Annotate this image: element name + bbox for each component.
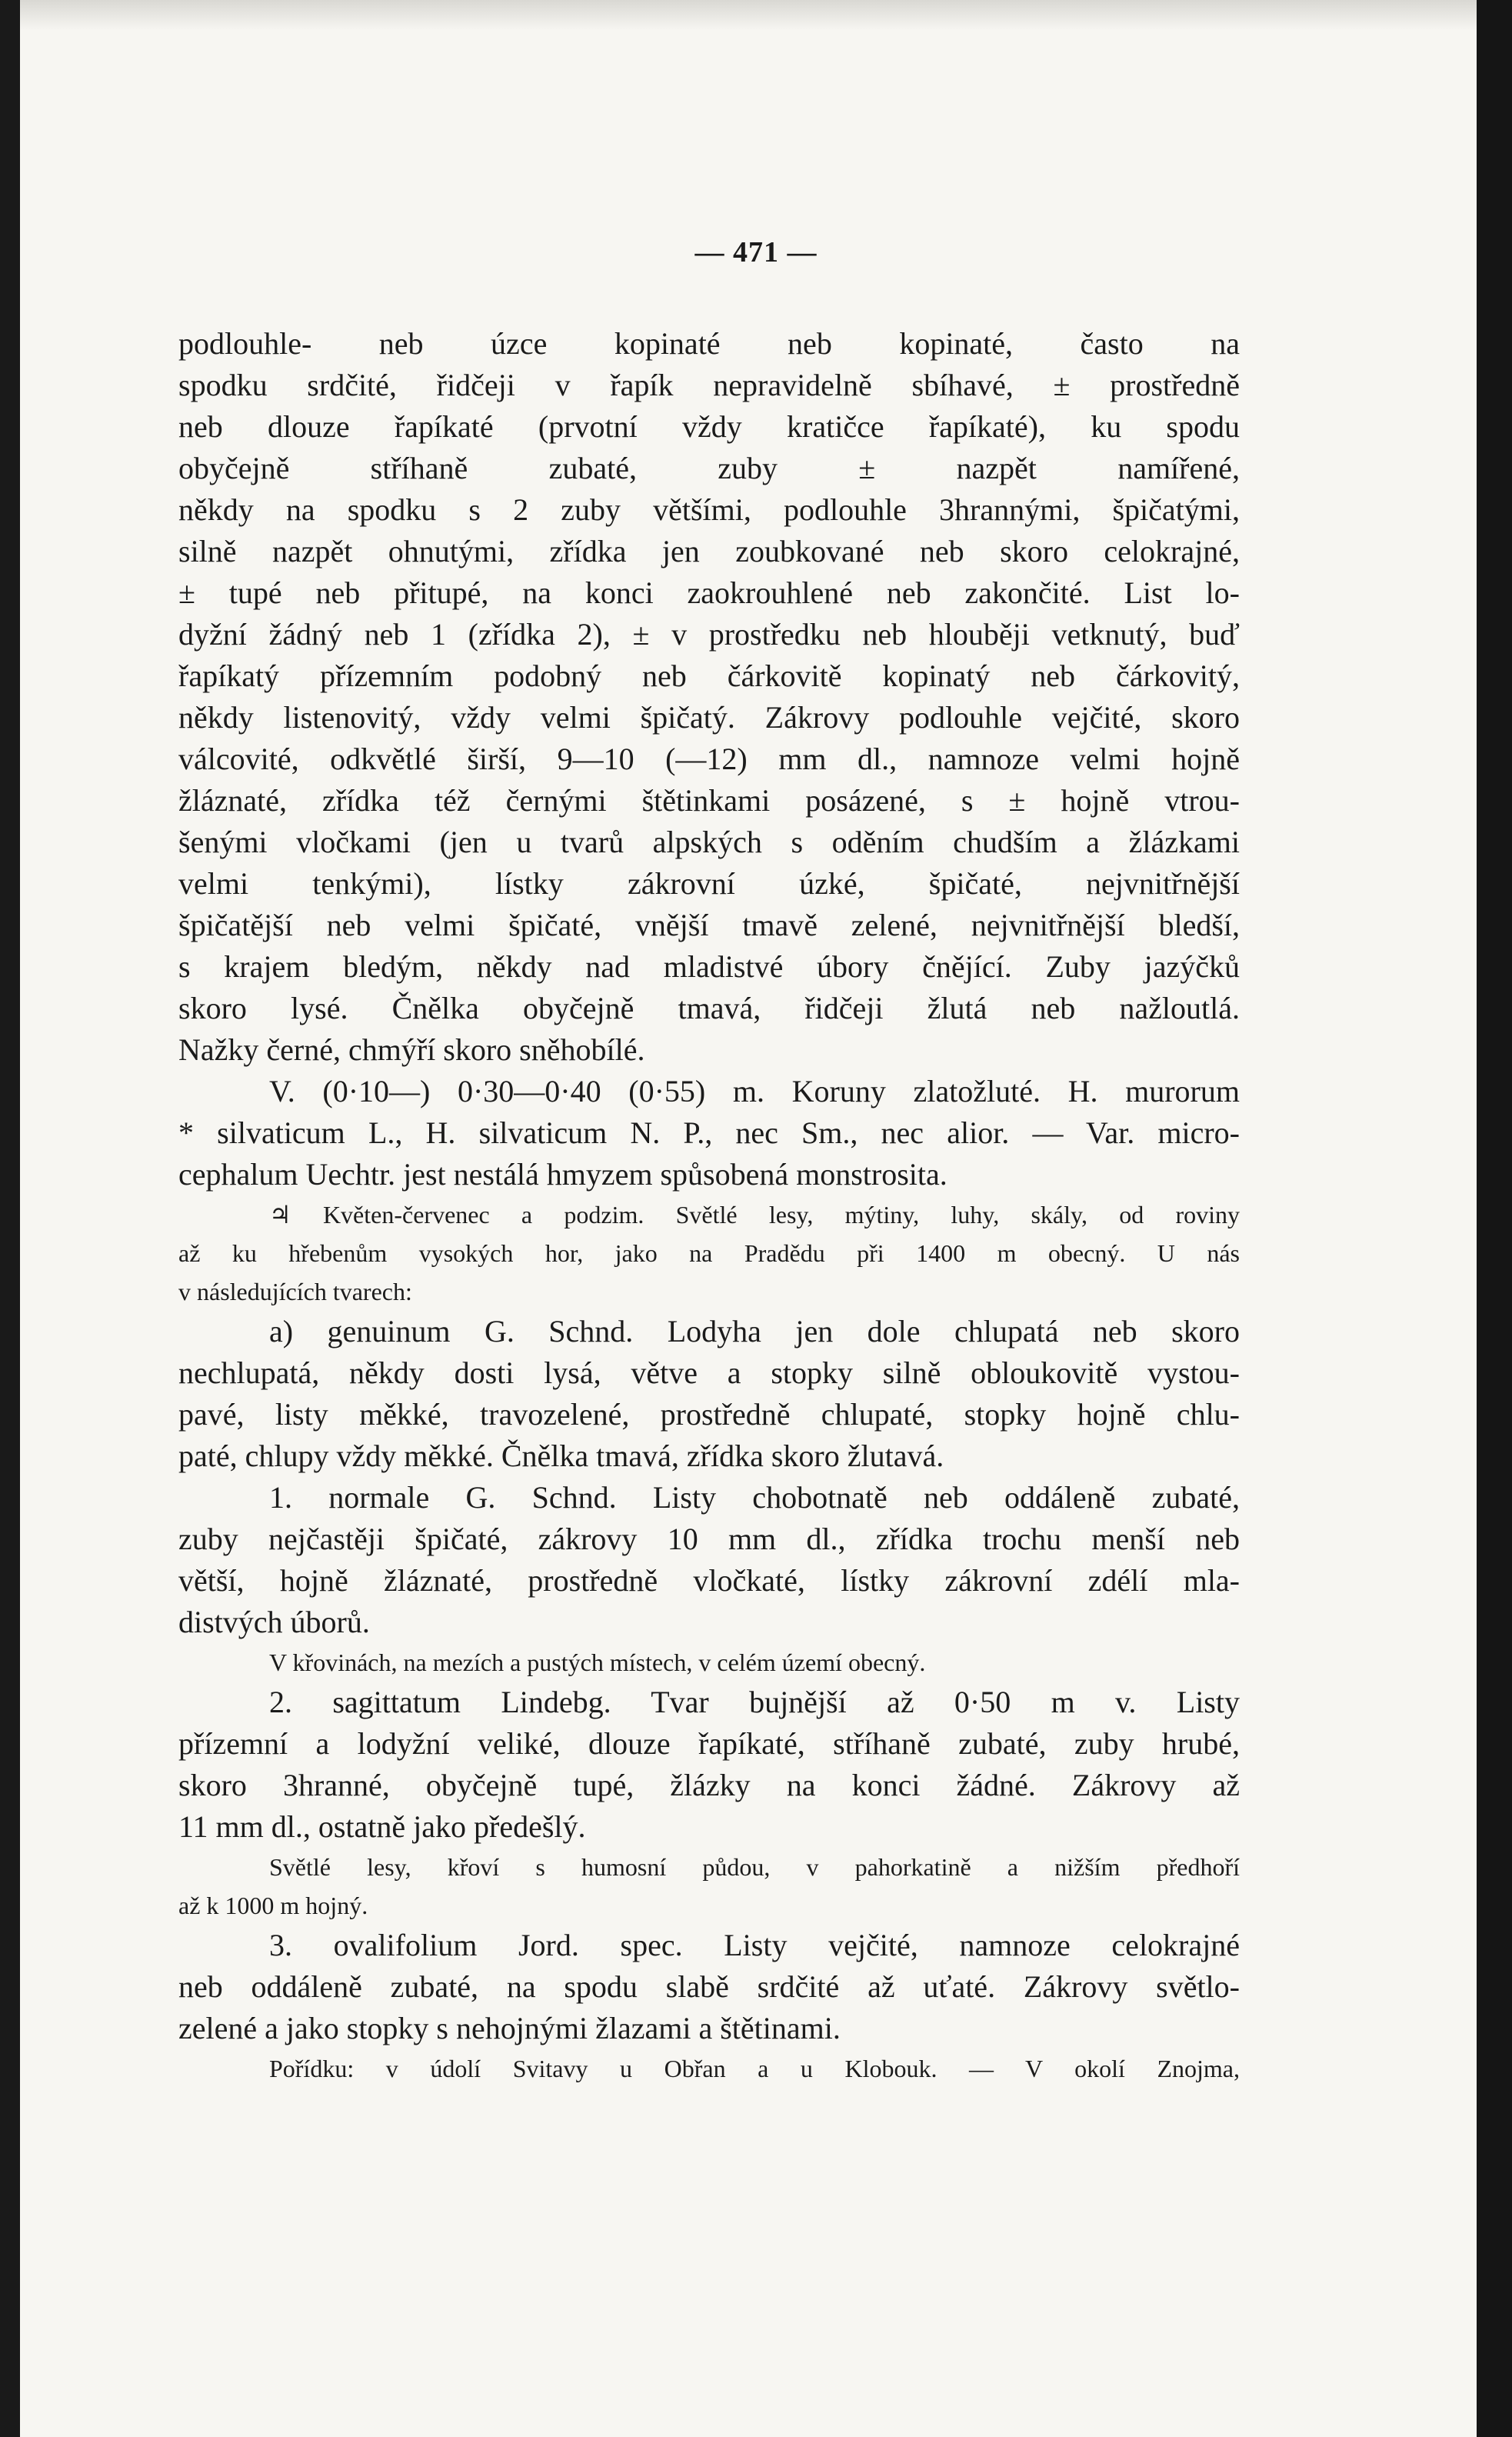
text-line: neb oddáleně zubaté, na spodu slabě srdčité až uťaté. Zákrovy světlo- (178, 1969, 1240, 2004)
form-heading-line: 3. ovalifolium Jord. spec. Listy vejčité, namnoze celokrajné (269, 1928, 1240, 1962)
text-line: skoro 3hranné, obyčejně tupé, žlázky na konci žádné. Zákrovy až (178, 1768, 1240, 1802)
text-line: cephalum Uechtr. jest nestálá hmyzem spůsobená monstrosita. (178, 1157, 947, 1192)
text-line: dyžní žádný neb 1 (zřídka 2), ± v prostředku neb hlouběji vetknutý, buď (178, 617, 1240, 652)
text-line: Nažky černé, chmýří skoro sněhobílé. (178, 1032, 645, 1067)
text-line: šenými vločkami (jen u tvarů alpských s oděním chudším a žlázkami (178, 825, 1240, 859)
text-line: s krajem bledým, někdy nad mladistvé úbory čnějící. Zuby jazýčků (178, 949, 1240, 984)
text-line: podlouhle- neb úzce kopinaté neb kopinaté, často na (178, 326, 1240, 361)
distribution-note: v následujících tvarech: (178, 1278, 412, 1305)
text-line: řapíkatý přízemním podobný neb čárkovitě kopinatý neb čárkovitý, (178, 658, 1240, 693)
distribution-note: až k 1000 m hojný. (178, 1892, 368, 1919)
text-line: velmi tenkými), lístky zákrovní úzké, špičaté, nejvnitřnější (178, 866, 1240, 901)
form-heading-line: 2. sagittatum Lindebg. Tvar bujnější až 0·50 m v. Listy (269, 1685, 1240, 1719)
distribution-note: V křovinách, na mezích a pustých místech, v celém území obecný. (269, 1649, 926, 1676)
text-line: špičatější neb velmi špičaté, vnější tmavě zelené, nejvnitřnější bledší, (178, 908, 1240, 942)
text-line: spodku srdčité, řidčeji v řapík nepravidelně sbíhavé, ± prostředně (178, 368, 1240, 402)
text-line: zelené a jako stopky s nehojnými žlazami a štětinami. (178, 2011, 841, 2045)
text-line: přízemní a lodyžní veliké, dlouze řapíkaté, stříhaně zubaté, zuby hrubé, (178, 1726, 1240, 1761)
text-line: nechlupatá, někdy dosti lysá, větve a stopky silně obloukovitě vystou- (178, 1355, 1240, 1390)
text-line: * silvaticum L., H. silvaticum N. P., nec Sm., nec alior. — Var. micro- (178, 1115, 1240, 1150)
distribution-note: Světlé lesy, křoví s humosní půdou, v pahorkatině a nižším předhoří (269, 1853, 1240, 1881)
text-line: někdy listenovitý, vždy velmi špičatý. Zákrovy podlouhle vejčité, skoro (178, 700, 1240, 735)
text-line: V. (0·10—) 0·30—0·40 (0·55) m. Koruny zlatožluté. H. murorum (269, 1074, 1240, 1108)
text-line: paté, chlupy vždy měkké. Čnělka tmavá, zřídka skoro žlutavá. (178, 1439, 944, 1473)
text-line: zuby nejčastěji špičaté, zákrovy 10 mm dl., zřídka trochu menší neb (178, 1522, 1240, 1556)
text-line: distvých úborů. (178, 1605, 370, 1639)
text-line: ± tupé neb přitupé, na konci zaokrouhlené neb zakončité. List lo- (178, 575, 1240, 610)
right-page-edge (1477, 0, 1512, 2437)
variety-heading-line: a) genuinum G. Schnd. Lodyha jen dole chlupatá neb skoro (269, 1314, 1240, 1349)
text-line: silně nazpět ohnutými, zřídka jen zoubkované neb skoro celokrajné, (178, 534, 1240, 568)
text-line: válcovité, odkvětlé širší, 9—10 (—12) mm dl., namnoze velmi hojně (178, 742, 1240, 776)
top-page-shade (20, 0, 1477, 31)
text-line: žláznaté, zřídka též černými štětinkami posázené, s ± hojně vtrou- (178, 783, 1240, 818)
distribution-note: ♃ Květen-červenec a podzim. Světlé lesy, mýtiny, luhy, skály, od roviny (269, 1201, 1240, 1229)
text-line: pavé, listy měkké, travozelené, prostředně chlupaté, stopky hojně chlu- (178, 1397, 1240, 1432)
text-line: 11 mm dl., ostatně jako předešlý. (178, 1809, 586, 1844)
text-line: skoro lysé. Čnělka obyčejně tmavá, řidčeji žlutá neb nažloutlá. (178, 991, 1240, 1025)
distribution-note: Pořídku: v údolí Svitavy u Obřan a u Klobouk. — V okolí Znojma, (269, 2055, 1240, 2082)
left-page-edge (0, 0, 20, 2437)
text-line: větší, hojně žláznaté, prostředně vločkaté, lístky zákrovní zdélí mla- (178, 1563, 1240, 1598)
page-number: — 471 — (694, 236, 818, 268)
text-line: někdy na spodku s 2 zuby většími, podlouhle 3hrannými, špičatými, (178, 492, 1240, 527)
body-text (178, 323, 1240, 2088)
distribution-note: až ku hřebenům vysokých hor, jako na Pradědu při 1400 m obecný. U nás (178, 1239, 1240, 1267)
text-line: neb dlouze řapíkaté (prvotní vždy kratičce řapíkaté), ku spodu (178, 409, 1240, 444)
text-line: obyčejně stříhaně zubaté, zuby ± nazpět namířené, (178, 451, 1240, 485)
form-heading-line: 1. normale G. Schnd. Listy chobotnatě neb oddáleně zubaté, (269, 1480, 1240, 1515)
